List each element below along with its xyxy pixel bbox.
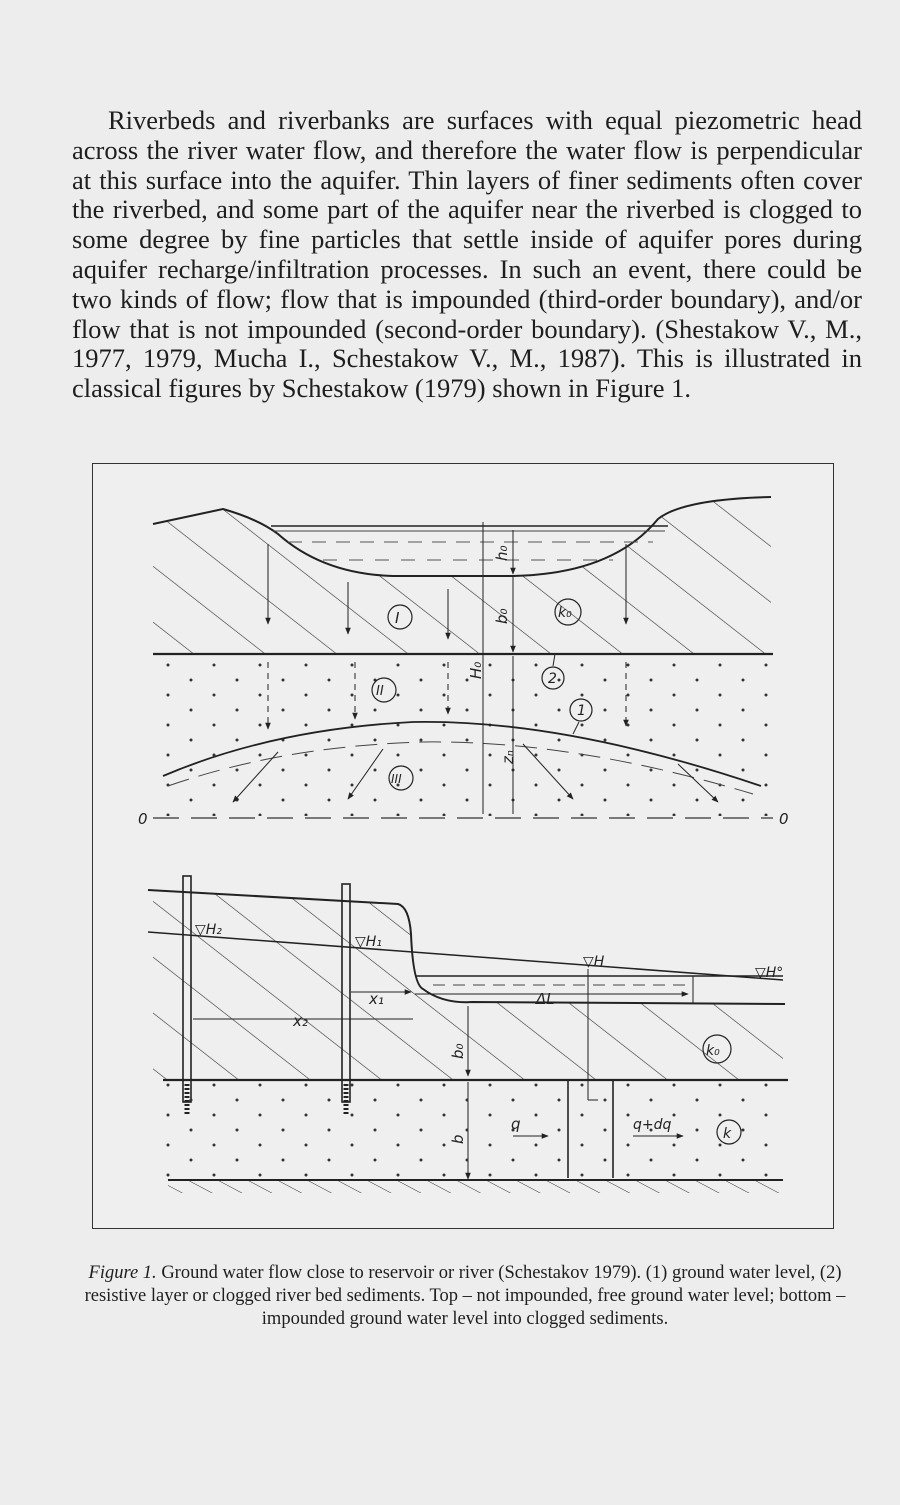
k0-label-top: k₀ xyxy=(558,605,572,621)
b0-bottom-label: b₀ xyxy=(449,1043,467,1059)
dL-label: ΔL xyxy=(536,990,555,1008)
hatched-layer xyxy=(153,494,773,654)
body-paragraph xyxy=(72,106,862,404)
x2-label: x₂ xyxy=(293,1012,308,1030)
x1-label: x₁ xyxy=(369,990,384,1008)
q-label: q xyxy=(511,1115,521,1133)
k0-label-bottom: k₀ xyxy=(706,1043,720,1059)
b0-label: b₀ xyxy=(493,608,511,624)
H0-label: H₀ xyxy=(467,661,485,679)
caption-text: Ground water flow close to reservoir or river (Schestakov 1979). (1) ground water level, (2) resistive layer or clogged river bed sediments. Top – not impounded, free ground water level; bottom – impounded ground water level into clogged sediments. xyxy=(84,1263,846,1329)
zn-label: zₙ xyxy=(499,750,517,764)
bottom-panel xyxy=(148,876,788,1193)
zone-I-label: I xyxy=(395,609,400,627)
H2-label: ▽H₂ xyxy=(195,922,222,938)
Hdeg-label: ▽H° xyxy=(755,965,784,981)
zone-III-label: III xyxy=(391,772,402,786)
paragraph-text: Riverbeds and riverbanks are surfaces with equal piezometric head across the river water flow, and therefore the water flow is perpendicular at this surface into the aquifer. Thin layers of finer sediments often cover the riverbed, and some part of the aquifer near the riverbed is clogged to some degree by fine particles that settle inside of aquifer pores during aquifer recharge/infiltration processes. In such an event, there could be two kinds of flow; flow that is impounded (third-order boundary), and/or flow that is not impounded (second-order boundary). (Shestakow V., M., 1977, 1979, Mucha I., Schestakow V., M., 1987). This is illustrated in classical figures by Schestakow (1979) shown in Figure 1. xyxy=(72,105,862,404)
datum-right-label: 0 xyxy=(779,810,789,828)
figure-1 xyxy=(92,463,834,1229)
clogged-layer-hatch xyxy=(153,884,785,1080)
qdq-label: q+dq xyxy=(633,1117,672,1133)
aquifer-dots xyxy=(155,656,775,816)
k-label: k xyxy=(723,1126,732,1142)
H1-label: ▽H₁ xyxy=(355,934,382,950)
figure-caption xyxy=(70,1262,860,1331)
top-panel xyxy=(138,494,789,828)
circle-2-label: 2 xyxy=(548,671,557,687)
circle-1-label: 1 xyxy=(577,703,586,719)
H-label: ▽H xyxy=(583,954,605,970)
zone-II-label: II xyxy=(376,684,384,699)
caption-label: Figure 1. xyxy=(88,1263,157,1283)
figure-drawing xyxy=(93,464,835,1230)
bottom-aquifer-dots xyxy=(165,1082,785,1178)
h0-label: h₀ xyxy=(493,545,511,561)
datum-left-label: 0 xyxy=(138,810,148,828)
